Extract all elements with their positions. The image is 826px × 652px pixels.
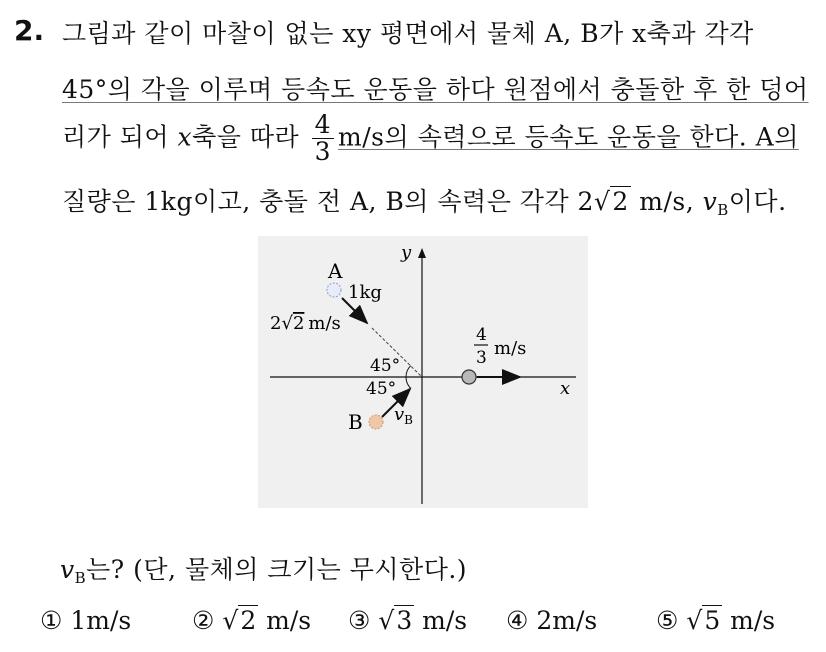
line4-sqrt-value: 2 bbox=[612, 187, 629, 216]
object-a-mass: 1kg bbox=[348, 282, 382, 303]
choice-sqrt: 3 bbox=[396, 606, 413, 635]
choice-unit: m/s bbox=[86, 606, 132, 635]
choice-pre: 1 bbox=[70, 606, 87, 635]
sqrt-symbol: √ bbox=[686, 606, 703, 635]
after-speed-denominator: 3 bbox=[476, 348, 487, 368]
fraction-denominator: 3 bbox=[314, 137, 332, 167]
choice-mark: ② bbox=[192, 606, 215, 635]
question-prompt bbox=[60, 550, 467, 587]
choice-3[interactable] bbox=[348, 606, 467, 635]
figure-svg bbox=[258, 236, 588, 508]
choice-mark: ④ bbox=[506, 606, 529, 635]
angle-arc-top bbox=[406, 366, 411, 377]
collision-figure bbox=[258, 236, 588, 508]
fraction-numerator: 4 bbox=[312, 112, 334, 139]
after-speed-unit: m/s bbox=[494, 338, 527, 359]
line4-a: 질량은 1kg이고, 충돌 전 A, B의 속력은 각각 2 bbox=[62, 187, 594, 216]
line4-vb: v bbox=[702, 187, 718, 216]
choice-1[interactable] bbox=[40, 606, 131, 635]
question-number: 2. bbox=[14, 14, 45, 47]
question-line-2-text: 45°의 각을 이루며 등속도 운동을 하다 원점에서 충돌한 후 한 덩어 bbox=[62, 75, 809, 104]
y-axis-label: y bbox=[401, 242, 412, 263]
angle-top-label: 45° bbox=[370, 356, 401, 376]
choice-mark: ⑤ bbox=[656, 606, 679, 635]
merged-object bbox=[462, 370, 476, 384]
angle-arc-bottom bbox=[406, 377, 411, 388]
line3-a: 리가 되어 bbox=[62, 122, 170, 152]
sqrt-symbol: √ bbox=[593, 187, 611, 216]
question-line-4 bbox=[62, 182, 787, 219]
line3-x: x bbox=[177, 122, 193, 152]
question-line-2 bbox=[62, 70, 809, 106]
line3-c: 축을 따라 bbox=[192, 122, 300, 152]
choice-unit: m/s bbox=[422, 606, 468, 635]
prompt-vb: v bbox=[60, 555, 75, 584]
object-a bbox=[327, 283, 341, 297]
object-a-label: A bbox=[328, 259, 343, 283]
object-a-speed: 2√2 m/s bbox=[270, 313, 341, 334]
question-line-1: 그림과 같이 마찰이 없는 xy 평면에서 물체 A, B가 x축과 각각 bbox=[62, 19, 754, 48]
choice-4[interactable] bbox=[506, 606, 597, 635]
choice-mark: ③ bbox=[348, 606, 371, 635]
speed-fraction bbox=[312, 112, 334, 166]
y-axis-arrow-icon bbox=[418, 248, 426, 258]
angle-bottom-label: 45° bbox=[366, 379, 397, 399]
prompt-vb-sub: B bbox=[74, 569, 87, 587]
line3-d: m/s의 속력으로 등속도 운동을 한다. A의 bbox=[338, 122, 799, 152]
after-speed-numerator: 4 bbox=[476, 325, 487, 345]
choice-unit: m/s bbox=[266, 606, 312, 635]
choice-sqrt: 5 bbox=[704, 606, 721, 635]
choice-sqrt: 2 bbox=[240, 606, 257, 635]
choice-2[interactable] bbox=[192, 606, 311, 635]
choice-unit: m/s bbox=[552, 606, 598, 635]
object-b-velocity: $v_B$ bbox=[394, 404, 413, 427]
prompt-text: 는? (단, 물체의 크기는 무시한다.) bbox=[86, 555, 468, 584]
line4-c: 이다. bbox=[728, 187, 787, 216]
choice-unit: m/s bbox=[730, 606, 776, 635]
choice-5[interactable] bbox=[656, 606, 775, 635]
sqrt-symbol: √ bbox=[378, 606, 395, 635]
sqrt-symbol: √ bbox=[222, 606, 239, 635]
question-line-3 bbox=[62, 112, 799, 166]
choice-mark: ① bbox=[40, 606, 63, 635]
object-b bbox=[369, 415, 383, 429]
object-b-label: B bbox=[348, 410, 363, 434]
x-axis-label: x bbox=[560, 378, 571, 399]
choice-pre: 2 bbox=[536, 606, 553, 635]
line4-b: m/s, bbox=[639, 187, 695, 216]
line4-vb-sub: B bbox=[717, 201, 729, 219]
